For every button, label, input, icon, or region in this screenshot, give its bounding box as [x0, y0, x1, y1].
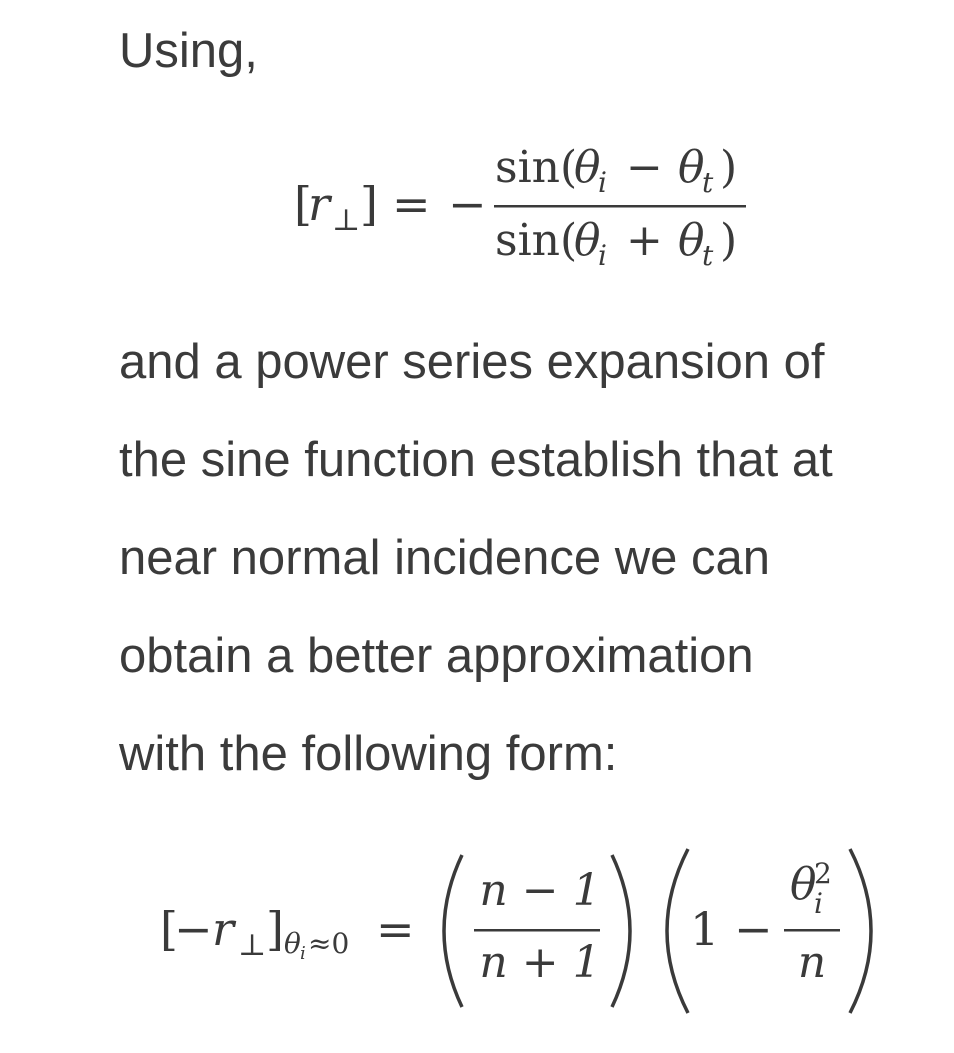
eq1-den-b: θ: [678, 215, 705, 266]
eq2-f1-den: n + 1: [479, 937, 601, 988]
eq2-equals: =: [376, 902, 415, 956]
eq1-den-a-sub: i: [598, 239, 607, 272]
eq1-num-close: ): [720, 142, 738, 193]
eq2-lhs-close: ]: [266, 902, 284, 956]
eq1-den-a: θ: [574, 215, 601, 266]
eq2-lhs-open: [: [160, 902, 178, 956]
eq2-lhs-var: r: [212, 902, 234, 956]
eq2-paren1-left: [444, 855, 462, 1007]
eq2-f2-num-var: θ: [790, 859, 817, 910]
eq1-lhs-close: ]: [360, 177, 378, 231]
eq1-lhs-sub: ⊥: [332, 203, 361, 238]
eq1-den-b-sub: t: [702, 239, 714, 272]
paragraph-line-1: and a power series expansion of: [119, 335, 825, 389]
eq1-num-b: θ: [678, 142, 705, 193]
eq1-num-b-sub: t: [702, 166, 714, 199]
eq1-den-fn: sin(: [495, 215, 578, 266]
eq2-lhs-sub: ⊥: [238, 928, 267, 963]
eq2-f2-num-sup: 2: [814, 857, 832, 890]
eq1-equals: =: [392, 177, 431, 231]
eq2-paren1-right: [612, 855, 630, 1007]
equation-near-normal-approximation: [150, 835, 890, 1025]
eq2-f1-bar: [474, 929, 600, 932]
eq2-f2-num-sub: i: [814, 887, 823, 920]
intro-text: Using,: [119, 24, 258, 78]
paragraph-line-3: near normal incidence we can: [119, 531, 770, 585]
eq1-num-op: −: [612, 142, 677, 193]
eq1-minus: −: [448, 177, 487, 231]
eq2-f2-den: n: [797, 937, 827, 988]
eq1-den-close: ): [720, 215, 738, 266]
eq2-cond-rest: ≈0: [308, 927, 350, 960]
eq1-lhs-var: r: [308, 177, 330, 231]
eq2-cond-var: θ: [284, 927, 301, 960]
eq1-num-a-sub: i: [598, 166, 607, 199]
paragraph-line-5: with the following form:: [119, 727, 618, 781]
eq2-f2-bar: [784, 929, 840, 932]
eq2-paren2-right: [850, 849, 871, 1013]
eq2-cond-var-sub: i: [300, 943, 306, 964]
eq1-lhs-open: [: [294, 177, 312, 231]
eq2-lhs-minus: −: [174, 902, 213, 956]
eq1-num-a: θ: [574, 142, 601, 193]
eq1-fraction-bar: [494, 205, 746, 208]
eq2-f1-num: n − 1: [479, 865, 601, 916]
equation-reflection-coefficient: [280, 130, 760, 280]
eq1-den-op: +: [612, 215, 677, 266]
paragraph-line-4: obtain a better approximation: [119, 629, 754, 683]
eq2-one: 1: [690, 902, 720, 956]
eq1-num-fn: sin(: [495, 142, 578, 193]
paragraph-line-2: the sine function establish that at: [119, 433, 833, 487]
eq2-minus: −: [734, 902, 773, 956]
eq2-paren2-left: [667, 849, 688, 1013]
